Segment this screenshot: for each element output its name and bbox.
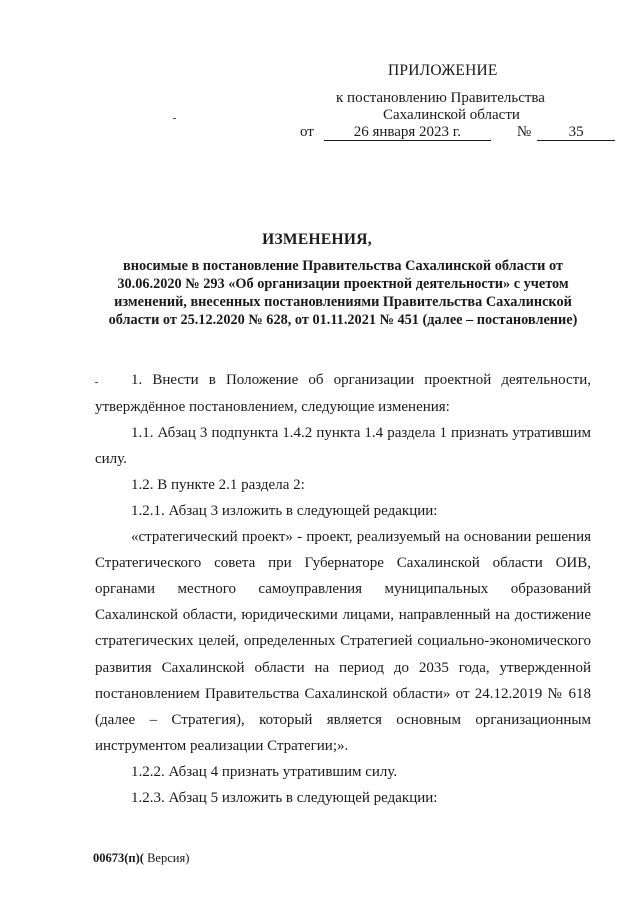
body-line: 1.1. Абзац 3 подпункта 1.4.2 пункта 1.4 раздела 1 признать утратившим <box>131 425 591 441</box>
scan-speck <box>173 118 176 119</box>
appendix-date-number-line <box>300 124 615 141</box>
body-line: утверждённое постановлением, следующие изменения: <box>95 399 450 415</box>
body-line: 1. Внести в Положение об организации проектной деятельности, <box>131 372 591 388</box>
body-line: 1.2. В пункте 2.1 раздела 2: <box>131 477 305 493</box>
body-line: стратегических целей, определенных Стратегией социально-экономического <box>95 633 591 649</box>
document-heading: ИЗМЕНЕНИЯ, <box>262 231 372 248</box>
body-line: Сахалинской области, юридическими лицами, направленный на достижение <box>95 607 591 623</box>
body-line: развития Сахалинской области на период до 2035 года, утвержденной <box>95 660 591 676</box>
number-label: № <box>516 124 532 140</box>
body-line: силу. <box>95 451 127 467</box>
body-line: 1.2.2. Абзац 4 признать утратившим силу. <box>131 764 398 780</box>
body-line: «стратегический проект» - проект, реализуемый на основании решения <box>131 529 591 545</box>
body-line: (далее – Стратегия), который является основным организационным <box>95 712 591 728</box>
appendix-line-2: Сахалинской области <box>383 107 520 123</box>
subheading-line: 30.06.2020 № 293 «Об организации проектной деятельности» с учетом <box>117 276 569 292</box>
scan-speck <box>95 382 98 383</box>
document-footer <box>93 851 189 866</box>
subheading-line: области от 25.12.2020 № 628, от 01.11.2021 № 451 (далее – постановление) <box>108 312 578 328</box>
document-code: 00673(п)( <box>93 851 144 865</box>
appendix-number: 35 <box>537 125 615 141</box>
body-line: инструментом реализации Стратегии;». <box>95 738 349 754</box>
appendix-line-1: к постановлению Правительства <box>336 90 545 106</box>
subheading-line: изменений, внесенных постановлениями Правительства Сахалинской <box>114 294 572 310</box>
document-subheading <box>96 257 590 329</box>
body-line: органами местного самоуправления муниципальных образований <box>95 581 591 597</box>
body-line: 1.2.3. Абзац 5 изложить в следующей редакции: <box>131 790 438 806</box>
body-line: Стратегического совета при Губернаторе Сахалинской области ОИВ, <box>95 555 591 571</box>
from-label: от <box>300 124 314 140</box>
appendix-date: 26 января 2023 г. <box>324 125 491 141</box>
body-line: 1.2.1. Абзац 3 изложить в следующей редакции: <box>131 503 438 519</box>
body-line: постановлением Правительства Сахалинской области» от 24.12.2019 № 618 <box>95 686 591 702</box>
appendix-title: ПРИЛОЖЕНИЕ <box>388 62 498 79</box>
subheading-line: вносимые в постановление Правительства Сахалинской области от <box>123 258 563 274</box>
document-version: Версия) <box>143 851 190 865</box>
